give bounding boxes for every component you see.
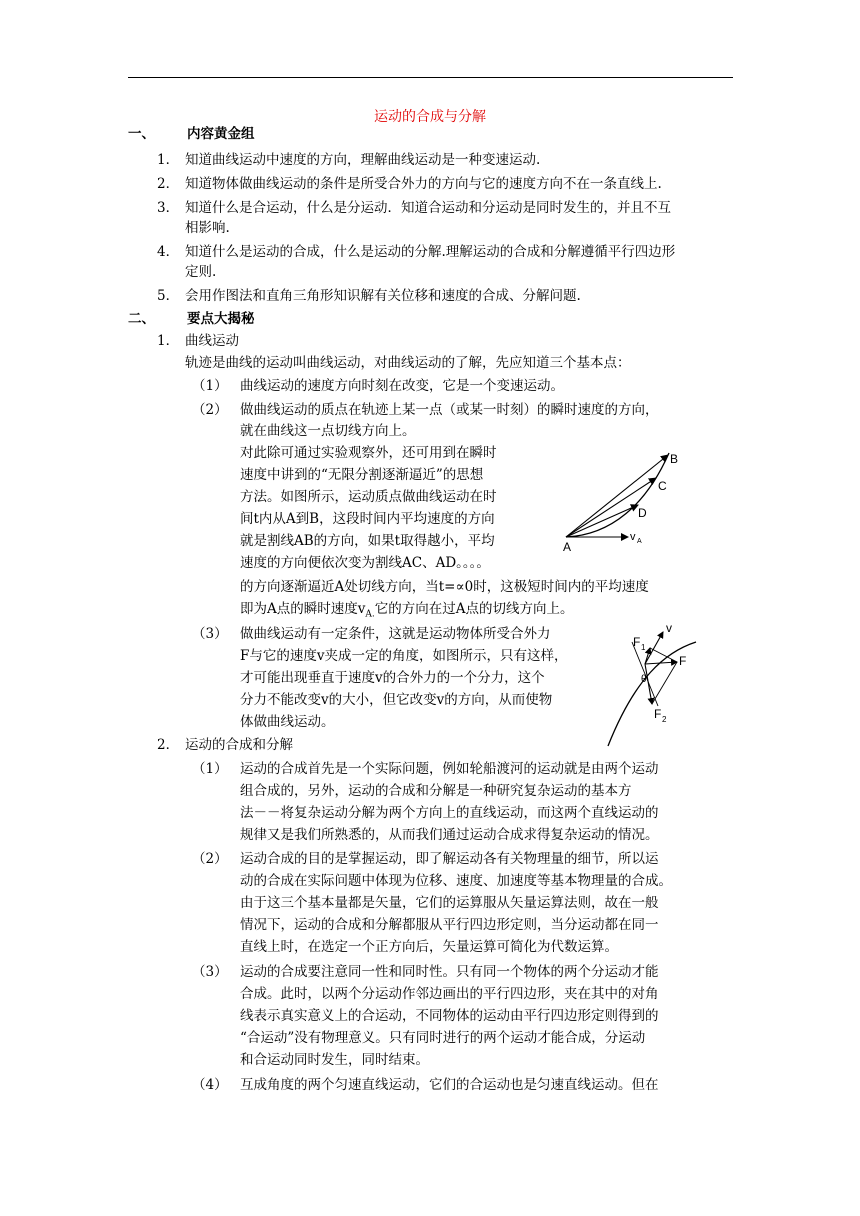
secant-ad: [566, 505, 638, 537]
velocity-vector: [645, 632, 663, 664]
goal-1-text: 知道曲线运动中速度的方向，理解曲线运动是一种变速运动.: [185, 152, 541, 168]
point-2-item-1-line-1: 运动的合成首先是一个实际问题，例如轮船渡河的运动就是由两个运动: [240, 761, 659, 777]
label-c: C: [658, 479, 667, 493]
section-1-number: 一、: [128, 126, 155, 142]
point-2-item-3-number: （3）: [192, 964, 228, 980]
point-2-heading: 运动的合成和分解: [185, 737, 293, 753]
velocity-subscript: A.: [365, 609, 375, 620]
point-1-item-2-line-2: 就在曲线这一点切线方向上。: [240, 423, 416, 439]
point-2-item-1-line-4: 规律又是我们所熟悉的，从而我们通过运动合成求得复杂运动的情况。: [240, 827, 659, 843]
point-2-item-1-number: （1）: [192, 761, 228, 777]
goal-5-text: 会用作图法和直角三角形知识解有关位移和速度的合成、分解问题.: [185, 288, 581, 304]
point-1-item-2-line-5: 方法。如图所示，运动质点做曲线运动在时: [240, 489, 497, 505]
point-2-item-3-line-1: 运动的合成要注意同一性和同时性。只有同一个物体的两个分运动才能: [240, 964, 659, 980]
point-2-item-3-line-5: 和合运动同时发生，同时结束。: [240, 1052, 429, 1068]
label-v-sub: A: [637, 538, 642, 545]
point-1-item-2-line-9: 的方向逐渐逼近A处切线方向，当t=∝0时，这极短时间内的平均速度: [240, 579, 649, 595]
point-1-item-2-line-10: [240, 599, 574, 625]
label-theta: θ: [641, 674, 647, 685]
point-1-item-1-text: 曲线运动的速度方向时刻在改变，它是一个变速运动。: [240, 378, 564, 394]
label-b: B: [670, 452, 679, 466]
point-2-item-1-line-2: 组合成的，另外，运动的合成和分解是一种研究复杂运动的基本方: [240, 783, 632, 799]
point-1-intro: 轨迹是曲线的运动叫曲线运动，对曲线运动的了解，先应知道三个基本点：: [185, 355, 631, 371]
point-1-item-2-line-4: 速度中讲到的“无限分割逐渐逼近”的思想: [240, 467, 484, 483]
goal-3-text: 知道什么是合运动，什么是分运动．知道合运动和分运动是同时发生的，并且不互: [185, 200, 671, 216]
point-2-item-4-line-1: 互成角度的两个匀速直线运动，它们的合运动也是匀速直线运动。但在: [240, 1077, 659, 1093]
top-rule: [128, 77, 733, 78]
goal-4-number: 4．: [157, 244, 180, 260]
section-2-number: 二、: [128, 311, 155, 327]
goal-1-number: 1．: [157, 152, 180, 168]
goal-4-text: 知道什么是运动的合成，什么是运动的分解.理解运动的合成和分解遵循平行四边形: [185, 244, 676, 260]
point-2-item-1-line-3: 法－－将复杂运动分解为两个方向上的直线运动，而这两个直线运动的: [240, 805, 659, 821]
point-2-item-3-line-2: 合成。此时，以两个分运动作邻边画出的平行四边形，夹在其中的对角: [240, 986, 659, 1002]
point-1-item-2-line-8: 速度的方向便依次变为割线AC、AD。。。。: [240, 555, 490, 571]
goal-2-text: 知道物体做曲线运动的条件是所受合外力的方向与它的速度方向不在一条直线上.: [185, 176, 662, 192]
point-1-item-3-line-5: 体做曲线运动。: [240, 714, 335, 730]
point-2-item-2-line-5: 直线上时，在选定一个正方向后，矢量运算可简化为代数运算。: [240, 939, 618, 955]
point-1-item-2-line-1: 做曲线运动的质点在轨迹上某一点（或某一时刻）的瞬时速度的方向，: [240, 402, 659, 418]
label-a: A: [563, 540, 572, 554]
point-1-item-2-line-6: 间t内从A到B，这段时间内平均速度的方向: [240, 511, 495, 527]
point-1-item-3-number: （3）: [192, 626, 228, 642]
label-f2: F: [654, 707, 662, 721]
point-1-item-1-number: （1）: [192, 378, 228, 394]
point-1-item-2-line-3: 对此除可通过实验观察外，还可用到在瞬时: [240, 445, 497, 461]
instant-velocity-text: 即为A点的瞬时速度v: [240, 601, 366, 617]
point-2-item-2-line-3: 由于这三个基本量都是矢量，它们的运算服从矢量运算法则，故在一般: [240, 895, 659, 911]
point-1-item-3-line-4: 分力不能改变v的大小，但它改变v的方向，从而使物: [240, 692, 553, 708]
point-1-item-3-line-3: 才可能出现垂直于速度v的合外力的一个分力，这个: [240, 670, 545, 686]
point-2-item-3-line-3: 线表示真实意义上的合运动，不同物体的运动由平行四边形定则得到的: [240, 1008, 659, 1024]
point-2-item-2-number: （2）: [192, 851, 228, 867]
section-2-heading: 要点大揭秘: [187, 311, 255, 327]
label-f2-sub: 2: [662, 715, 667, 724]
point-1-heading: 曲线运动: [185, 333, 239, 349]
label-f: F: [679, 654, 687, 668]
force-decomposition-diagram: [600, 620, 700, 748]
point-1-item-2-number: （2）: [192, 402, 228, 418]
point-1-item-3-line-1: 做曲线运动有一定条件，这就是运动物体所受合外力: [240, 626, 551, 642]
page-title: 运动的合成与分解: [374, 109, 486, 125]
section-1-heading: 内容黄金组: [187, 126, 255, 142]
goal-5-number: 5．: [157, 288, 180, 304]
parallelogram-side: [652, 662, 677, 704]
point-1-number: 1．: [157, 333, 180, 349]
point-2-item-4-number: （4）: [192, 1077, 228, 1093]
point-2-item-3-line-4: “合运动”没有物理意义。只有同时进行的两个运动才能合成，分运动: [240, 1030, 646, 1046]
goal-3-text-cont: 相影响.: [185, 220, 230, 236]
secant-ab: [566, 455, 668, 537]
label-v2: v: [666, 621, 672, 635]
point-2-item-2-line-4: 情况下，运动的合成和分解都服从平行四边形定则，当分运动都在同一: [240, 917, 659, 933]
tangent-direction-text: 它的方向在过A点的切线方向上。: [374, 601, 574, 617]
label-d: D: [638, 506, 647, 520]
label-f1-sub: 1: [641, 643, 646, 652]
goal-4-text-cont: 定则.: [185, 264, 217, 280]
goal-2-number: 2．: [157, 176, 180, 192]
label-v: v: [630, 531, 636, 543]
point-2-item-2-line-2: 动的合成在实际问题中体现为位移、速度、加速度等基本物理量的合成。: [240, 873, 672, 889]
point-2-number: 2．: [157, 737, 180, 753]
label-f1: F: [633, 635, 641, 649]
point-1-item-3-line-2: F与它的速度v夹成一定的角度，如图所示，只有这样，: [240, 648, 568, 664]
point-2-item-2-line-1: 运动合成的目的是掌握运动，即了解运动各有关物理量的细节，所以运: [240, 851, 659, 867]
point-1-item-2-line-7: 就是割线AB的方向，如果t取得越小，平均: [240, 533, 495, 549]
secant-diagram: [556, 445, 686, 555]
goal-3-number: 3．: [157, 200, 180, 216]
